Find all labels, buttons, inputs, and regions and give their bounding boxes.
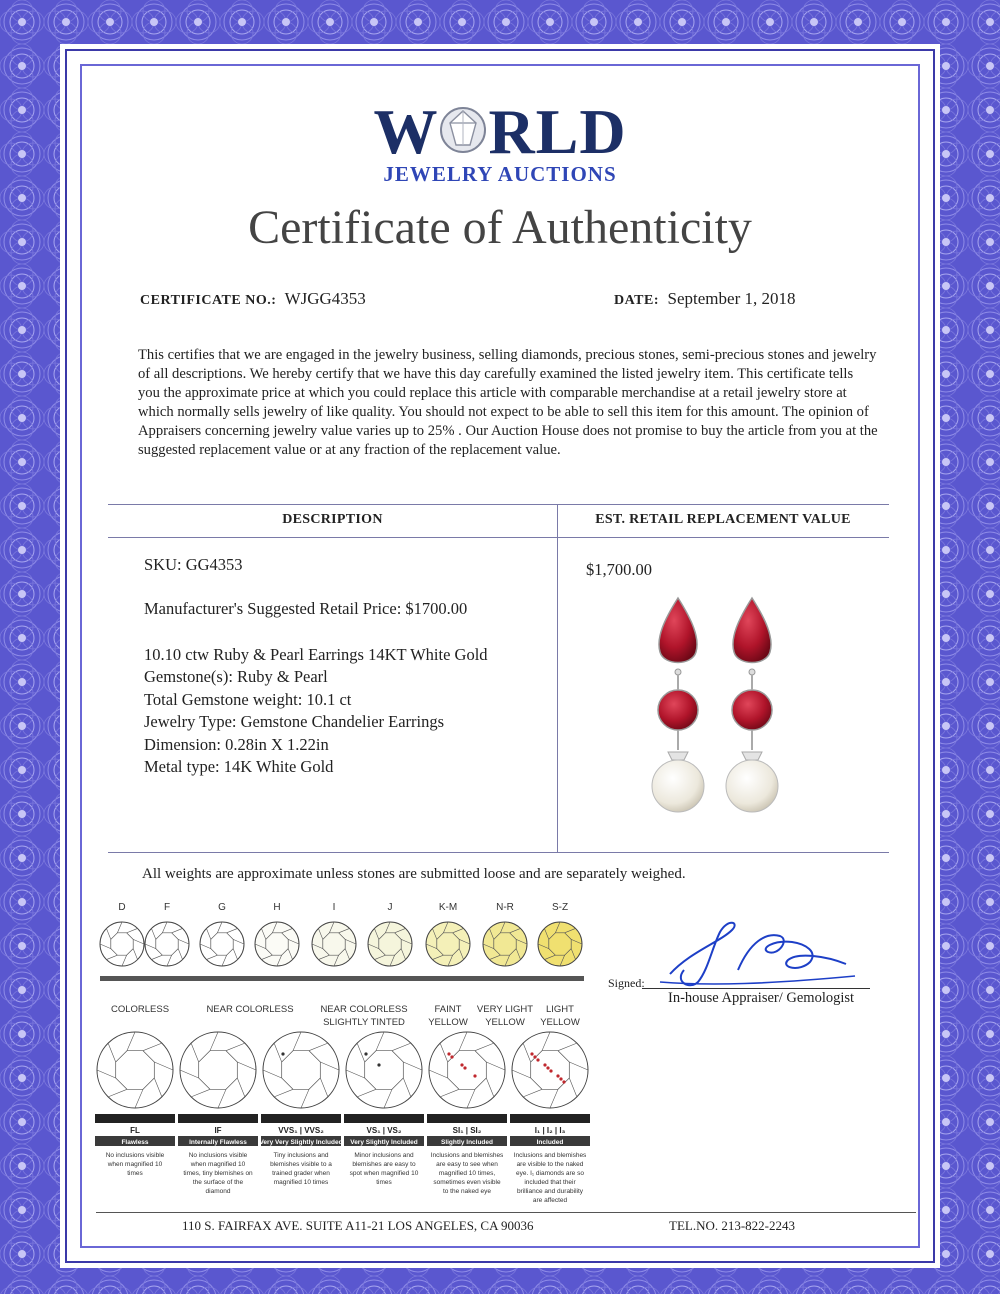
sku-line: SKU: GG4353 <box>144 555 243 574</box>
table-top-rule <box>108 504 889 505</box>
clarity-grade-description: are visible to the naked <box>516 1161 584 1168</box>
description-line-1: 10.10 ctw Ruby & Pearl Earrings 14KT White Gold <box>144 645 488 664</box>
inclusion-mark <box>447 1052 450 1055</box>
table-header-rule <box>108 537 889 538</box>
clarity-grade-description: trained grader when <box>272 1170 330 1177</box>
diamond-color-scale <box>92 898 592 1038</box>
table-divider <box>557 504 558 852</box>
color-group-label: YELLOW <box>428 1017 468 1028</box>
clarity-grade-bar <box>510 1114 590 1123</box>
description-line-6: Metal type: 14K White Gold <box>144 757 334 776</box>
description-header: DESCRIPTION <box>282 512 383 527</box>
inclusion-mark <box>556 1074 559 1077</box>
table-bottom-rule <box>108 852 889 853</box>
signed-label: Signed: <box>608 976 645 990</box>
clarity-grade-bar <box>427 1114 507 1123</box>
footer-rule <box>96 1212 916 1213</box>
intro-paragraph: This certifies that we are engaged in the jewelry business, selling diamonds, precious stones, semi-precious stones and jewelry of all descriptions. We hereby certify that we have this day carefully examined the listed jewelry item. This certificate tells you the approximate price at which you could replace this article with comparable merchandise at a retail jewelry store at which normally sells jewelry of like quality. You should not expect to be able to sell this item for this amount. The opinion of Appraisers concerning jewelry value varies up to 25% . Our Auction House does not promise to buy the article from you at the suggested replacement value or at any fraction of the replacement value. <box>138 347 878 458</box>
inclusion-mark <box>463 1066 466 1069</box>
color-grade-label: S-Z <box>551 902 569 913</box>
clarity-grade-name: Flawless <box>121 1139 149 1146</box>
clarity-grade-bar <box>95 1114 175 1123</box>
description-line-2: Gemstone(s): Ruby & Pearl <box>144 667 328 686</box>
clarity-grade-description: No inclusions visible <box>188 1152 248 1159</box>
clarity-grade-description: spot when magnified 10 <box>349 1170 419 1177</box>
replacement-value: $1,700.00 <box>586 560 652 579</box>
color-grade-label: K-M <box>438 902 458 913</box>
color-grade-label: N-R <box>496 902 514 913</box>
clarity-grade-bar <box>261 1114 341 1123</box>
clarity-grade-name: Internally Flawless <box>189 1139 247 1146</box>
inclusion-mark <box>559 1077 562 1080</box>
clarity-grade-description: when magnified 10 <box>107 1161 163 1168</box>
clarity-grade-description: the surface of the <box>192 1179 244 1186</box>
color-group-label: LIGHT <box>546 1004 574 1015</box>
footer-address: 110 S. FAIRFAX AVE. SUITE A11-21 LOS ANGELES, CA 90036 <box>182 1218 534 1233</box>
clarity-grade-description: Inclusions and blemishes <box>430 1152 504 1159</box>
clarity-grade-description: magnified 10 times, <box>438 1170 496 1177</box>
clarity-grade-description: are affected <box>532 1197 568 1204</box>
clarity-grade-code: VS₁ | VS₂ <box>366 1126 402 1135</box>
color-group-label: FAINT <box>434 1004 462 1015</box>
clarity-grade-description: blemishes are easy to <box>352 1161 416 1168</box>
clarity-grade-description: when magnified 10 <box>190 1161 246 1168</box>
diamond-clarity-scale <box>92 1030 592 1215</box>
clarity-grade-description: brilliance and durability <box>516 1188 584 1195</box>
color-grade-label: H <box>273 902 281 913</box>
inclusion-mark <box>364 1052 367 1055</box>
color-grade-diamond <box>483 922 527 966</box>
color-group-label: NEAR COLORLESS <box>320 1004 408 1015</box>
certificate-label: CERTIFICATE NO.: <box>140 293 277 308</box>
inclusion-mark <box>543 1063 546 1066</box>
clarity-grade-description: to the naked eye <box>442 1188 492 1195</box>
color-group-label: COLORLESS <box>110 1004 170 1015</box>
clarity-grade-code: VVS₁ | VVS₂ <box>278 1126 324 1135</box>
clarity-grade-description: Minor inclusions and <box>354 1152 414 1159</box>
inclusion-mark <box>549 1069 552 1072</box>
clarity-grade-code: IF <box>214 1126 222 1135</box>
clarity-diamond <box>97 1032 173 1108</box>
color-group-label: YELLOW <box>485 1017 525 1028</box>
color-grade-diamond <box>255 922 299 966</box>
inclusion-mark <box>281 1052 284 1055</box>
inclusion-mark <box>536 1058 539 1061</box>
inclusion-mark <box>473 1074 476 1077</box>
diamond-icon <box>438 105 488 155</box>
clarity-diamond <box>263 1032 339 1108</box>
color-grade-label: F <box>163 902 171 913</box>
inclusion-mark <box>533 1055 536 1058</box>
value-header: EST. RETAIL REPLACEMENT VALUE <box>595 512 851 527</box>
clarity-grade-name: Very Slightly Included <box>350 1139 418 1146</box>
color-grade-label: I <box>332 902 336 913</box>
inclusion-mark <box>377 1063 380 1066</box>
color-grade-label: D <box>118 902 126 913</box>
clarity-grade-description: diamond <box>205 1188 231 1195</box>
clarity-grade-description: No inclusions visible <box>105 1152 165 1159</box>
page-title: Certificate of Authenticity <box>248 201 752 254</box>
color-group-label: VERY LIGHT <box>476 1004 534 1015</box>
msrp-line: Manufacturer's Suggested Retail Price: $1700.00 <box>144 599 468 618</box>
clarity-grade-description: times, tiny blemishes on <box>183 1170 253 1177</box>
clarity-grade-description: included that their <box>524 1179 576 1186</box>
color-grade-diamond <box>368 922 412 966</box>
clarity-grade-description: sometimes even visible <box>433 1179 501 1186</box>
date-value: September 1, 2018 <box>667 289 796 308</box>
clarity-diamond <box>346 1032 422 1108</box>
inclusion-mark <box>460 1063 463 1066</box>
clarity-grade-name: Slightly Included <box>440 1139 494 1146</box>
clarity-grade-code: I₁ | I₂ | I₃ <box>534 1126 566 1135</box>
clarity-grade-name: Very Very Slightly Included <box>259 1139 343 1146</box>
color-grade-label: G <box>218 902 226 913</box>
color-grade-diamond <box>145 922 189 966</box>
logo-wordmark: W RLD <box>373 96 627 167</box>
clarity-grade-description: times <box>127 1170 143 1177</box>
certificate-number <box>140 289 366 309</box>
clarity-grade-bar <box>178 1114 258 1123</box>
clarity-diamond <box>180 1032 256 1108</box>
weights-note: All weights are approximate unless stones are submitted loose and are separately weighed. <box>142 866 686 882</box>
color-group-label: SLIGHTLY TINTED <box>323 1017 405 1028</box>
date-label: DATE: <box>614 293 660 308</box>
inclusion-mark <box>562 1080 565 1083</box>
footer-phone: TEL.NO. 213-822-2243 <box>669 1218 796 1233</box>
clarity-grade-name: Included <box>536 1139 564 1146</box>
description-line-3: Total Gemstone weight: 10.1 ct <box>144 690 352 709</box>
brand-logo <box>0 96 1000 187</box>
clarity-grade-description: Tiny inclusions and <box>273 1152 329 1159</box>
signature-line <box>642 988 870 989</box>
logo-subtitle: JEWELRY AUCTIONS <box>383 162 617 186</box>
color-grade-diamond <box>538 922 582 966</box>
color-grade-label: J <box>387 902 393 913</box>
clarity-grade-description: are easy to see when <box>436 1161 498 1168</box>
description-line-4: Jewelry Type: Gemstone Chandelier Earrings <box>144 712 445 731</box>
color-grade-diamond <box>100 922 144 966</box>
clarity-diamond <box>429 1032 505 1108</box>
appraiser-role: In-house Appraiser/ Gemologist <box>668 990 855 1006</box>
certificate-value: WJGG4353 <box>284 289 366 308</box>
color-grade-diamond <box>426 922 470 966</box>
clarity-grade-description: blemishes visible to a <box>270 1161 332 1168</box>
clarity-grade-description: Inclusions and blemishes <box>513 1152 587 1159</box>
color-group-label: YELLOW <box>540 1017 580 1028</box>
inclusion-mark <box>546 1066 549 1069</box>
color-group-label: NEAR COLORLESS <box>206 1004 294 1015</box>
certificate-date <box>614 289 795 309</box>
clarity-grade-code: SI₁ | SI₂ <box>452 1126 482 1135</box>
clarity-grade-description: magnified 10 times <box>273 1179 329 1186</box>
inclusion-mark <box>450 1055 453 1058</box>
clarity-grade-code: FL <box>130 1126 140 1135</box>
color-grade-diamond <box>312 922 356 966</box>
clarity-grade-bar <box>344 1114 424 1123</box>
description-line-5: Dimension: 0.28in X 1.22in <box>144 735 329 754</box>
inclusion-mark <box>530 1052 533 1055</box>
clarity-grade-description: times <box>376 1179 392 1186</box>
earrings-photo <box>640 590 800 840</box>
signature-scribble <box>650 912 860 992</box>
clarity-grade-description: eye. I₁ diamonds are so <box>516 1170 584 1177</box>
color-grade-diamond <box>200 922 244 966</box>
